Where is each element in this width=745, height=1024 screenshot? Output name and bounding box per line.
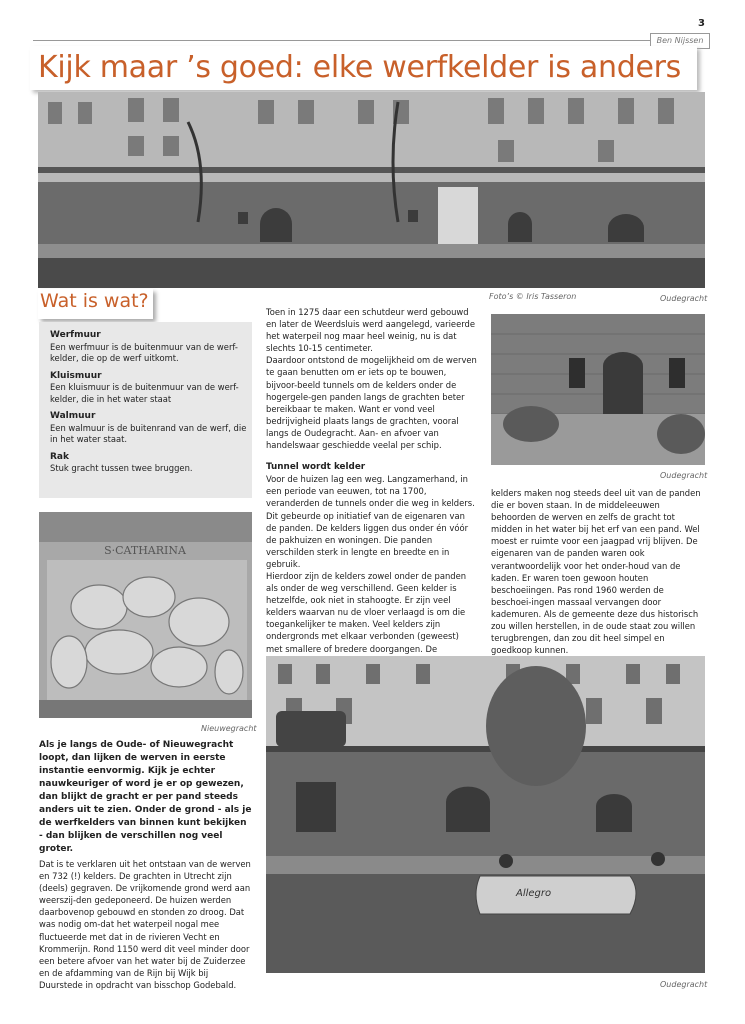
article-col2	[266, 306, 478, 655]
relief-photo	[39, 512, 252, 718]
relief-caption: Nieuwegracht	[201, 724, 257, 733]
glossary-definition: Een walmuur is de buitenrand van de werf, die in het water staat.	[50, 422, 247, 444]
glossary-term: Kluismuur	[50, 370, 102, 381]
section-heading: Tunnel wordt kelder	[266, 462, 366, 473]
page-number: 3	[698, 18, 705, 29]
article-col3	[491, 487, 705, 656]
glossary-definition: Een werfmuur is de buitenmuur van de werf-kelder, die op de werf uitkomt.	[50, 341, 238, 363]
glossary-list	[50, 330, 250, 481]
article-paragraph: Voor de huizen lag een weg. Langzamerhand, in een periode van eeuwen, tot na 1700, veranderden de tunnels onder die weg in kelders. Dit gebeurde op initiatief van de eigenaren van de panden. De kelders liggen dus onder én vóór de pakhuizen en woningen. Die panden verschilden sterk in lengte en breedte en in gebruik.	[266, 474, 475, 569]
article-lead: Als je langs de Oude- of Nieuwegracht loopt, dan lijken de werven in eerste instantie eenvormig. Kijk je echter nauwkeuriger of word je er op gewezen, dan blijkt de gracht er per pand steeds anders uit te zien. Onder de grond - als je de werfkelders van binnen kunt bekijken - dan blijken de verschillen nog veel groter.	[39, 740, 252, 854]
article-paragraph: Dat is te verklaren uit het ontstaan van de werven en 732 (!) kelders. De grachten in Utrecht zijn (deels) gegraven. De vrijkomende grond werd aan weerszij-den gedeponeerd. De huizen werden daarbovenop gebouwd en stonden zo droog. Dat was nodig om-dat het waterpeil nogal mee fluctueerde met dat in de rivieren Vecht en Krommerijn. Rond 1150 werd dit veel minder door een betere afvoer van het water bij de Zuiderzee en de afdamming van de Rijn bij Wijk bij Duurstede in opdracht van bisschop Godebald.	[39, 859, 251, 990]
relief-inscription: S·CATHARINA	[104, 544, 186, 557]
article-paragraph: Daardoor ontstond de mogelijkheid om de werven te gaan benutten om er iets op te bouwen, bijvoor-beeld tunnels om de kelders onder de hogergele-gen panden langs de grachten beter bereikbaar te maken. Want er vond veel bedrijvigheid plaats langs de grachten, vooral langs de Oudegracht. Aan- en afvoer van handelswaar geschiedde veelal per schip.	[266, 355, 477, 451]
article-paragraph: kelders maken nog steeds deel uit van de panden die er boven staan. In de middeleeuwen behoorden de werven en zelfs de gracht tot midden in het water bij het erf van een pand. Wel moest er ruimte voor een jaagpad vrij blijven. De eigenaren van de panden waren ook verantwoordelijk voor het onder-houd van de kaden. Er waren toen gewoon houten beschoeiingen. Pas rond 1960 werden de beschoei-ingen massaal vervangen door kademuren. Als de gemeente deze dus historisch zou willen herstellen, in de oude staat zou willen terugbrengen, dan zou dit heel simpel en goedkoop kunnen.	[491, 488, 701, 656]
article-paragraph: Hierdoor zijn de kelders zowel onder de panden als onder de weg verschillend. Geen kelder is hetzelfde, ook niet in stahoogte. Er zijn veel kelders waarvan nu de vloer verlaagd is om die toegankelijker te maken. Veel kelders zijn ondergronds met elkaar verbonden (geweest) met smallere of bredere doorgangen. De	[266, 570, 467, 654]
glossary-definition: Een kluismuur is de buitenmuur van de werf-kelder, die in het water staat	[50, 382, 239, 404]
boat-name: Allegro	[516, 888, 552, 899]
article-paragraph: Toen in 1275 daar een schutdeur werd gebouwd en later de Weerdsluis werd aangelegd, varieerde het waterpeil nog maar heel weinig, nu is dat slechts 10-15 centimeter.	[266, 307, 475, 354]
glossary-term: Walmuur	[50, 411, 96, 421]
top-canal-photo	[38, 92, 705, 288]
article-col1-body	[39, 858, 253, 991]
header-rule	[33, 40, 708, 41]
photo-credit: Foto’s © Iris Tasseron	[489, 292, 577, 301]
glossary-definition: Stuk gracht tussen twee bruggen.	[50, 463, 193, 473]
author-tag: Ben Nijssen	[650, 33, 710, 49]
page-title: Kijk maar ’s goed: elke werfkelder is anders	[38, 50, 681, 85]
glossary-heading: Wat is wat?	[40, 290, 149, 312]
boat-canal-photo	[266, 656, 705, 973]
glossary-term: Rak	[50, 451, 69, 462]
glossary-term: Werfmuur	[50, 330, 101, 340]
cellar-door-photo	[491, 314, 705, 465]
bottom-photo-caption: Oudegracht	[660, 980, 708, 989]
top-photo-caption: Oudegracht	[660, 294, 708, 303]
right-photo-caption: Oudegracht	[660, 471, 708, 480]
